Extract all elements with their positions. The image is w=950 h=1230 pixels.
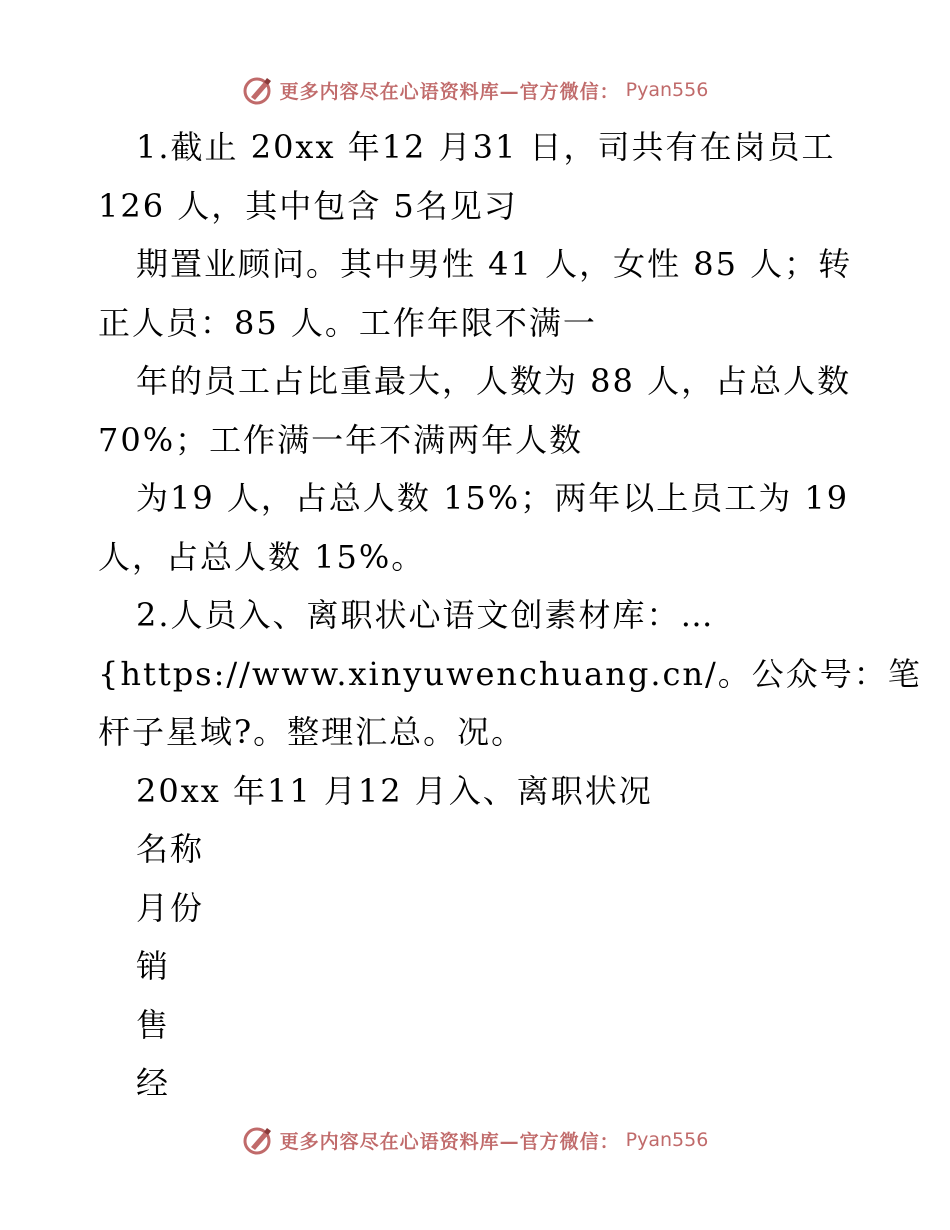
footer-watermark-banner [0,1120,950,1160]
banner-text: 更多内容尽在心语资料库—官方微信： [279,1130,620,1153]
pen-logo-icon [242,74,274,106]
text-line: 杆子星域?。整理汇总。况。 [98,713,526,751]
text-line: 年的员工占比重最大，人数为 88 人，占总人数 [136,362,852,400]
text-line: 期置业顾问。其中男性 41 人，女性 85 人；转 [136,245,853,283]
text-line: 126 人，其中包含 5名见习 [98,186,518,225]
text-line: 经 [136,1064,171,1102]
text-line: 1.截止 20xx 年12 月31 日，司共有在岗员工 [136,128,836,166]
document-body [98,118,922,1113]
banner-text: 更多内容尽在心语资料库—官方微信： [279,80,620,103]
text-line: 售 [136,1005,171,1044]
text-line: 销 [136,947,171,985]
text-line: 名称 [136,830,205,868]
text-line: 20xx 年11 月12 月入、离职状况 [136,771,653,810]
text-line: {https://www.xinyuwenchuang.cn/。公众号：笔 [98,654,922,693]
text-line: 为19 人，占总人数 15%；两年以上员工为 19 [136,479,850,517]
text-line: 2.人员入、离职状心语文创素材库：… [136,596,715,634]
text-line: 70%；工作满一年不满两年人数 [98,420,584,459]
banner-wechat-id: Pyan556 [625,79,709,101]
text-line: 正人员：85 人。工作年限不满一 [98,303,597,342]
banner-wechat-id: Pyan556 [625,1129,709,1151]
text-line: 月份 [136,888,205,927]
header-watermark-banner [0,70,950,110]
pen-logo-icon [242,1124,274,1156]
text-line: 人，占总人数 15%。 [98,537,426,576]
